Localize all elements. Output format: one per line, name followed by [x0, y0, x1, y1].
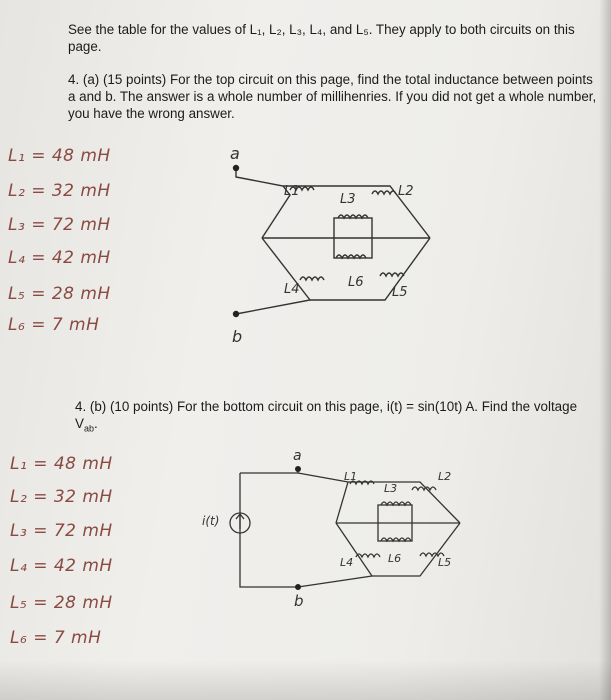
top-label-l3: L3 — [340, 192, 356, 207]
bottom-value-l5: L₅ = 28 mH — [10, 593, 113, 613]
bottom-node-b-dot — [295, 584, 301, 590]
top-label-l6: L6 — [348, 275, 364, 290]
question-4b-text: 4. (b) (10 points) For the bottom circuit on this page, i(t) = sin(10t) A. Find the voltage V — [75, 399, 578, 431]
top-label-l5: L5 — [392, 285, 408, 300]
top-value-l6: L₆ = 7 mH — [8, 315, 100, 335]
top-value-l2: L₂ = 32 mH — [8, 181, 111, 201]
top-value-l3: L₃ = 72 mH — [8, 215, 111, 235]
top-label-l4: L4 — [284, 282, 300, 297]
vab-subscript: ab — [83, 423, 94, 434]
bottom-value-l1: L₁ = 48 mH — [10, 454, 113, 474]
top-value-l5: L₅ = 28 mH — [8, 284, 111, 304]
bottom-branch-l1 — [298, 473, 348, 523]
bottom-label-l5: L5 — [438, 556, 452, 569]
bottom-value-l2: L₂ = 32 mH — [10, 487, 113, 507]
top-node-b: b — [232, 327, 243, 346]
page-shadow-bottom — [0, 660, 611, 700]
top-label-l1: L1 — [284, 184, 300, 199]
bottom-label-l4: L4 — [340, 556, 354, 569]
bottom-value-l3: L₃ = 72 mH — [10, 521, 113, 541]
bottom-source-loop — [240, 473, 298, 587]
top-value-l4: L₄ = 42 mH — [8, 248, 111, 268]
bottom-label-l2: L2 — [438, 470, 452, 483]
bottom-source-label: i(t) — [202, 514, 220, 528]
page-shadow-right — [599, 0, 611, 700]
bottom-value-l4: L₄ = 42 mH — [10, 556, 113, 576]
bottom-label-l3: L3 — [384, 482, 398, 495]
question-4a: 4. (a) (15 points) For the top circuit on this page, find the total inductance between points a and b. The answer is a whole number of millihenries. If you did not get a whole number, you have the wrong answer. — [68, 72, 597, 121]
top-node-a: a — [230, 144, 240, 163]
bottom-node-a-dot — [295, 466, 301, 472]
bottom-source-arrow — [236, 514, 244, 529]
bottom-coil-l2 — [412, 487, 436, 490]
bottom-label-l6: L6 — [388, 552, 402, 565]
top-label-l2: L2 — [398, 184, 414, 199]
bottom-value-l6: L₆ = 7 mH — [10, 628, 102, 648]
top-value-l1: L₁ = 48 mH — [8, 146, 111, 166]
bottom-node-a: a — [293, 448, 302, 464]
bottom-coil-l4 — [356, 554, 380, 557]
bottom-label-l1: L1 — [344, 470, 358, 483]
intro-text: See the table for the values of L₁, L₂, L₃, L₄, and L₅. They apply to both circuits on this page. — [68, 22, 575, 54]
bottom-wire-top — [240, 469, 298, 473]
bottom-node-b: b — [294, 592, 304, 610]
question-4b-end: . — [93, 416, 98, 431]
